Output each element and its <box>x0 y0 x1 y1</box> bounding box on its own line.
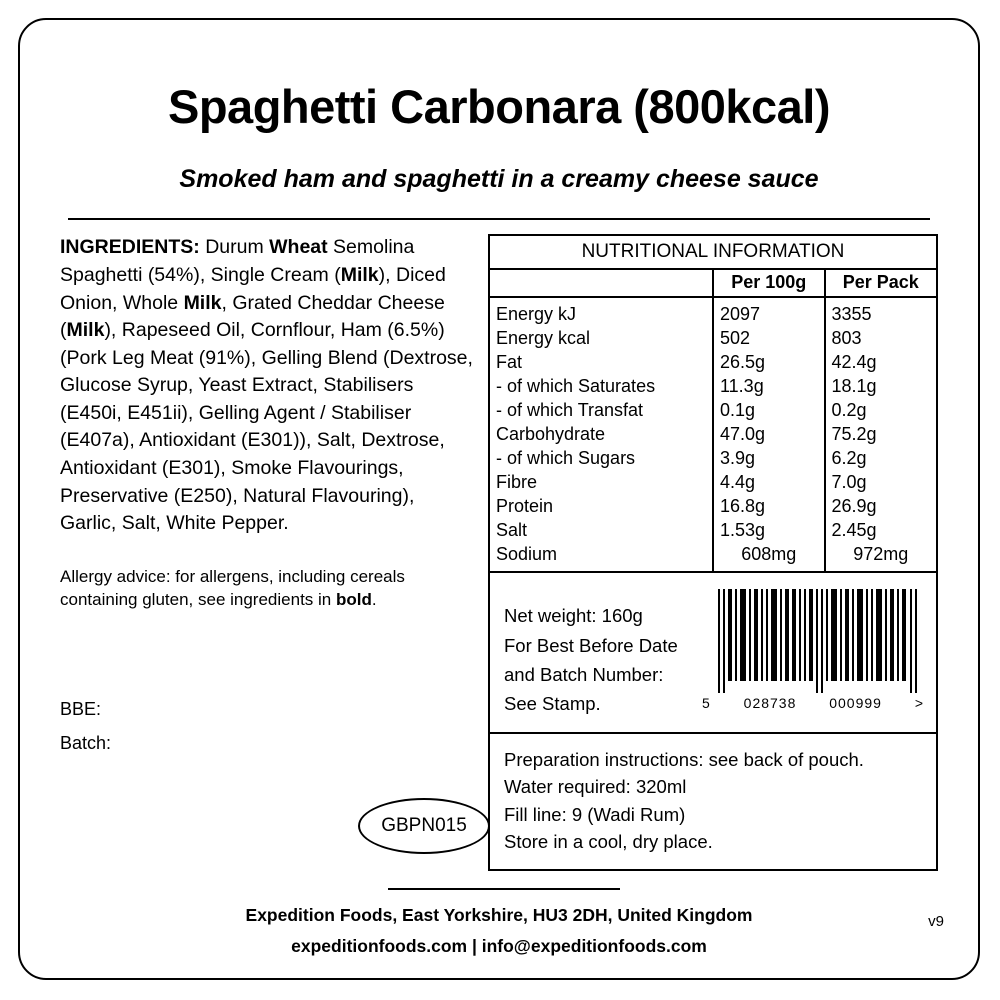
nutrient-perpack: 0.2g <box>831 400 867 421</box>
nutrient-perpack: 75.2g <box>831 424 877 445</box>
table-row <box>490 327 936 351</box>
footer <box>20 900 978 961</box>
ingredients-heading: INGREDIENTS: <box>60 236 200 259</box>
nutrient-per100g: 2097 <box>713 297 825 327</box>
nutrient-name: Energy kcal <box>490 327 713 351</box>
nutrient-perpack: 972mg <box>853 544 909 565</box>
nutrient-perpack: 7.0g <box>831 472 867 493</box>
stamp-fields <box>60 692 474 760</box>
table-row <box>490 519 936 543</box>
nutrient-name: Carbohydrate <box>490 423 713 447</box>
version-label: v9 <box>928 913 944 930</box>
footer-address: Expedition Foods, East Yorkshire, HU3 2DH, United Kingdom <box>245 905 753 925</box>
pack-info-panel <box>488 573 938 734</box>
nutrient-per100g: 16.8g <box>713 495 825 519</box>
table-row <box>490 423 936 447</box>
table-row <box>490 543 936 572</box>
nutrient-per100g: 47.0g <box>713 423 825 447</box>
gbpn-code: GBPN015 <box>381 815 467 836</box>
nutrient-per100g: 11.3g <box>713 375 825 399</box>
water-required: Water required: 320ml <box>504 776 687 798</box>
ingredients-block <box>60 234 474 537</box>
footer-contact: expeditionfoods.com | info@expeditionfoods.com <box>291 935 707 956</box>
column-header-nutrient <box>490 270 713 297</box>
nutrient-name: Sodium <box>490 543 713 572</box>
nutrition-title: NUTRITIONAL INFORMATION <box>490 236 936 270</box>
divider-top <box>68 218 930 220</box>
nutrient-perpack: 2.45g <box>831 520 877 541</box>
prep-instructions: Preparation instructions: see back of pouch. <box>504 749 864 771</box>
nutrient-name: Protein <box>490 495 713 519</box>
gbpn-badge <box>358 798 490 854</box>
barcode-digits <box>702 695 924 711</box>
preparation-panel <box>488 734 938 871</box>
nutrient-name: Energy kJ <box>490 297 713 327</box>
page-title: Spaghetti Carbonara (800kcal) <box>168 80 830 133</box>
barcode-block <box>702 589 924 718</box>
nutrient-perpack: 26.9g <box>831 496 877 517</box>
allergy-advice <box>60 566 474 612</box>
table-row <box>490 351 936 375</box>
barcode-lead-digit: 5 <box>702 695 711 712</box>
product-label <box>18 18 980 980</box>
nutrient-name: Fibre <box>490 471 713 495</box>
table-row <box>490 399 936 423</box>
nutrient-per100g: 0.1g <box>713 399 825 423</box>
table-row <box>490 375 936 399</box>
nutrient-perpack: 803 <box>831 328 862 349</box>
table-row <box>490 447 936 471</box>
allergy-advice-bold: bold <box>335 589 372 609</box>
barcode-right-group: 000999 <box>829 695 882 712</box>
nutrient-per100g: 3.9g <box>713 447 825 471</box>
nutrient-per100g: 502 <box>713 327 825 351</box>
right-column <box>488 234 938 871</box>
nutrient-perpack: 18.1g <box>831 376 877 397</box>
content-columns <box>20 234 978 871</box>
nutrient-per100g: 4.4g <box>713 471 825 495</box>
nutrient-name: - of which Sugars <box>490 447 713 471</box>
nutrient-perpack: 6.2g <box>831 448 867 469</box>
allergy-advice-suffix: . <box>371 589 377 609</box>
fill-line: Fill line: 9 (Wadi Rum) <box>504 803 686 825</box>
nutrition-panel <box>488 234 938 573</box>
nutrient-name: - of which Transfat <box>490 399 713 423</box>
barcode-left-group: 028738 <box>743 695 797 712</box>
nutrient-perpack: 3355 <box>831 304 872 325</box>
pack-info-text <box>504 589 702 718</box>
nutrient-per100g: 26.5g <box>713 351 825 375</box>
divider-bottom <box>388 888 620 890</box>
allergy-advice-text: Allergy advice: for allergens, including cereals containing gluten, see ingredients in <box>60 566 405 609</box>
table-row <box>490 297 936 327</box>
barcode-icon <box>716 589 924 693</box>
net-weight: Net weight: 160g <box>504 605 643 627</box>
table-row <box>490 471 936 495</box>
table-row <box>490 495 936 519</box>
nutrient-name: Fat <box>490 351 713 375</box>
nutrition-table <box>490 270 936 571</box>
column-header-per100g: Per 100g <box>713 270 825 297</box>
best-before-line-2: and Batch Number: <box>504 663 664 685</box>
nutrient-name: Salt <box>490 519 713 543</box>
product-subtitle: Smoked ham and spaghetti in a creamy cheese sauce <box>179 165 819 194</box>
storage-advice: Store in a cool, dry place. <box>504 830 713 852</box>
best-before-line-1: For Best Before Date <box>504 634 678 656</box>
table-header-row <box>490 270 936 297</box>
nutrient-per100g: 1.53g <box>713 519 825 543</box>
ingredients-text: Durum Wheat Semolina Spaghetti (54%), Single Cream (Milk), Diced Onion, Whole Milk, Grated Cheddar Cheese (Milk), Rapeseed Oil, Cornflour, Ham (6.5%) (Pork Leg Meat (91%), Gelling Blend (Dextrose, Glucose Syrup, Yeast Extract, Stabilisers (E450i, E451ii), Gelling Agent / Stabiliser (E407a), Antioxidant (E301)), Salt, Dextrose, Antioxidant (E301), Smoke Flavourings, Preservative (E250), Natural Flavouring), Garlic, Salt, White Pepper. <box>60 236 473 535</box>
nutrient-perpack: 42.4g <box>831 352 877 373</box>
nutrient-per100g: 608mg <box>713 543 825 572</box>
left-column <box>60 234 488 871</box>
bbe-label: BBE: <box>60 698 102 719</box>
barcode-trailing: > <box>914 695 924 712</box>
nutrient-name: - of which Saturates <box>490 375 713 399</box>
see-stamp: See Stamp. <box>504 693 601 714</box>
column-header-perpack: Per Pack <box>825 270 937 297</box>
batch-label: Batch: <box>60 732 112 753</box>
